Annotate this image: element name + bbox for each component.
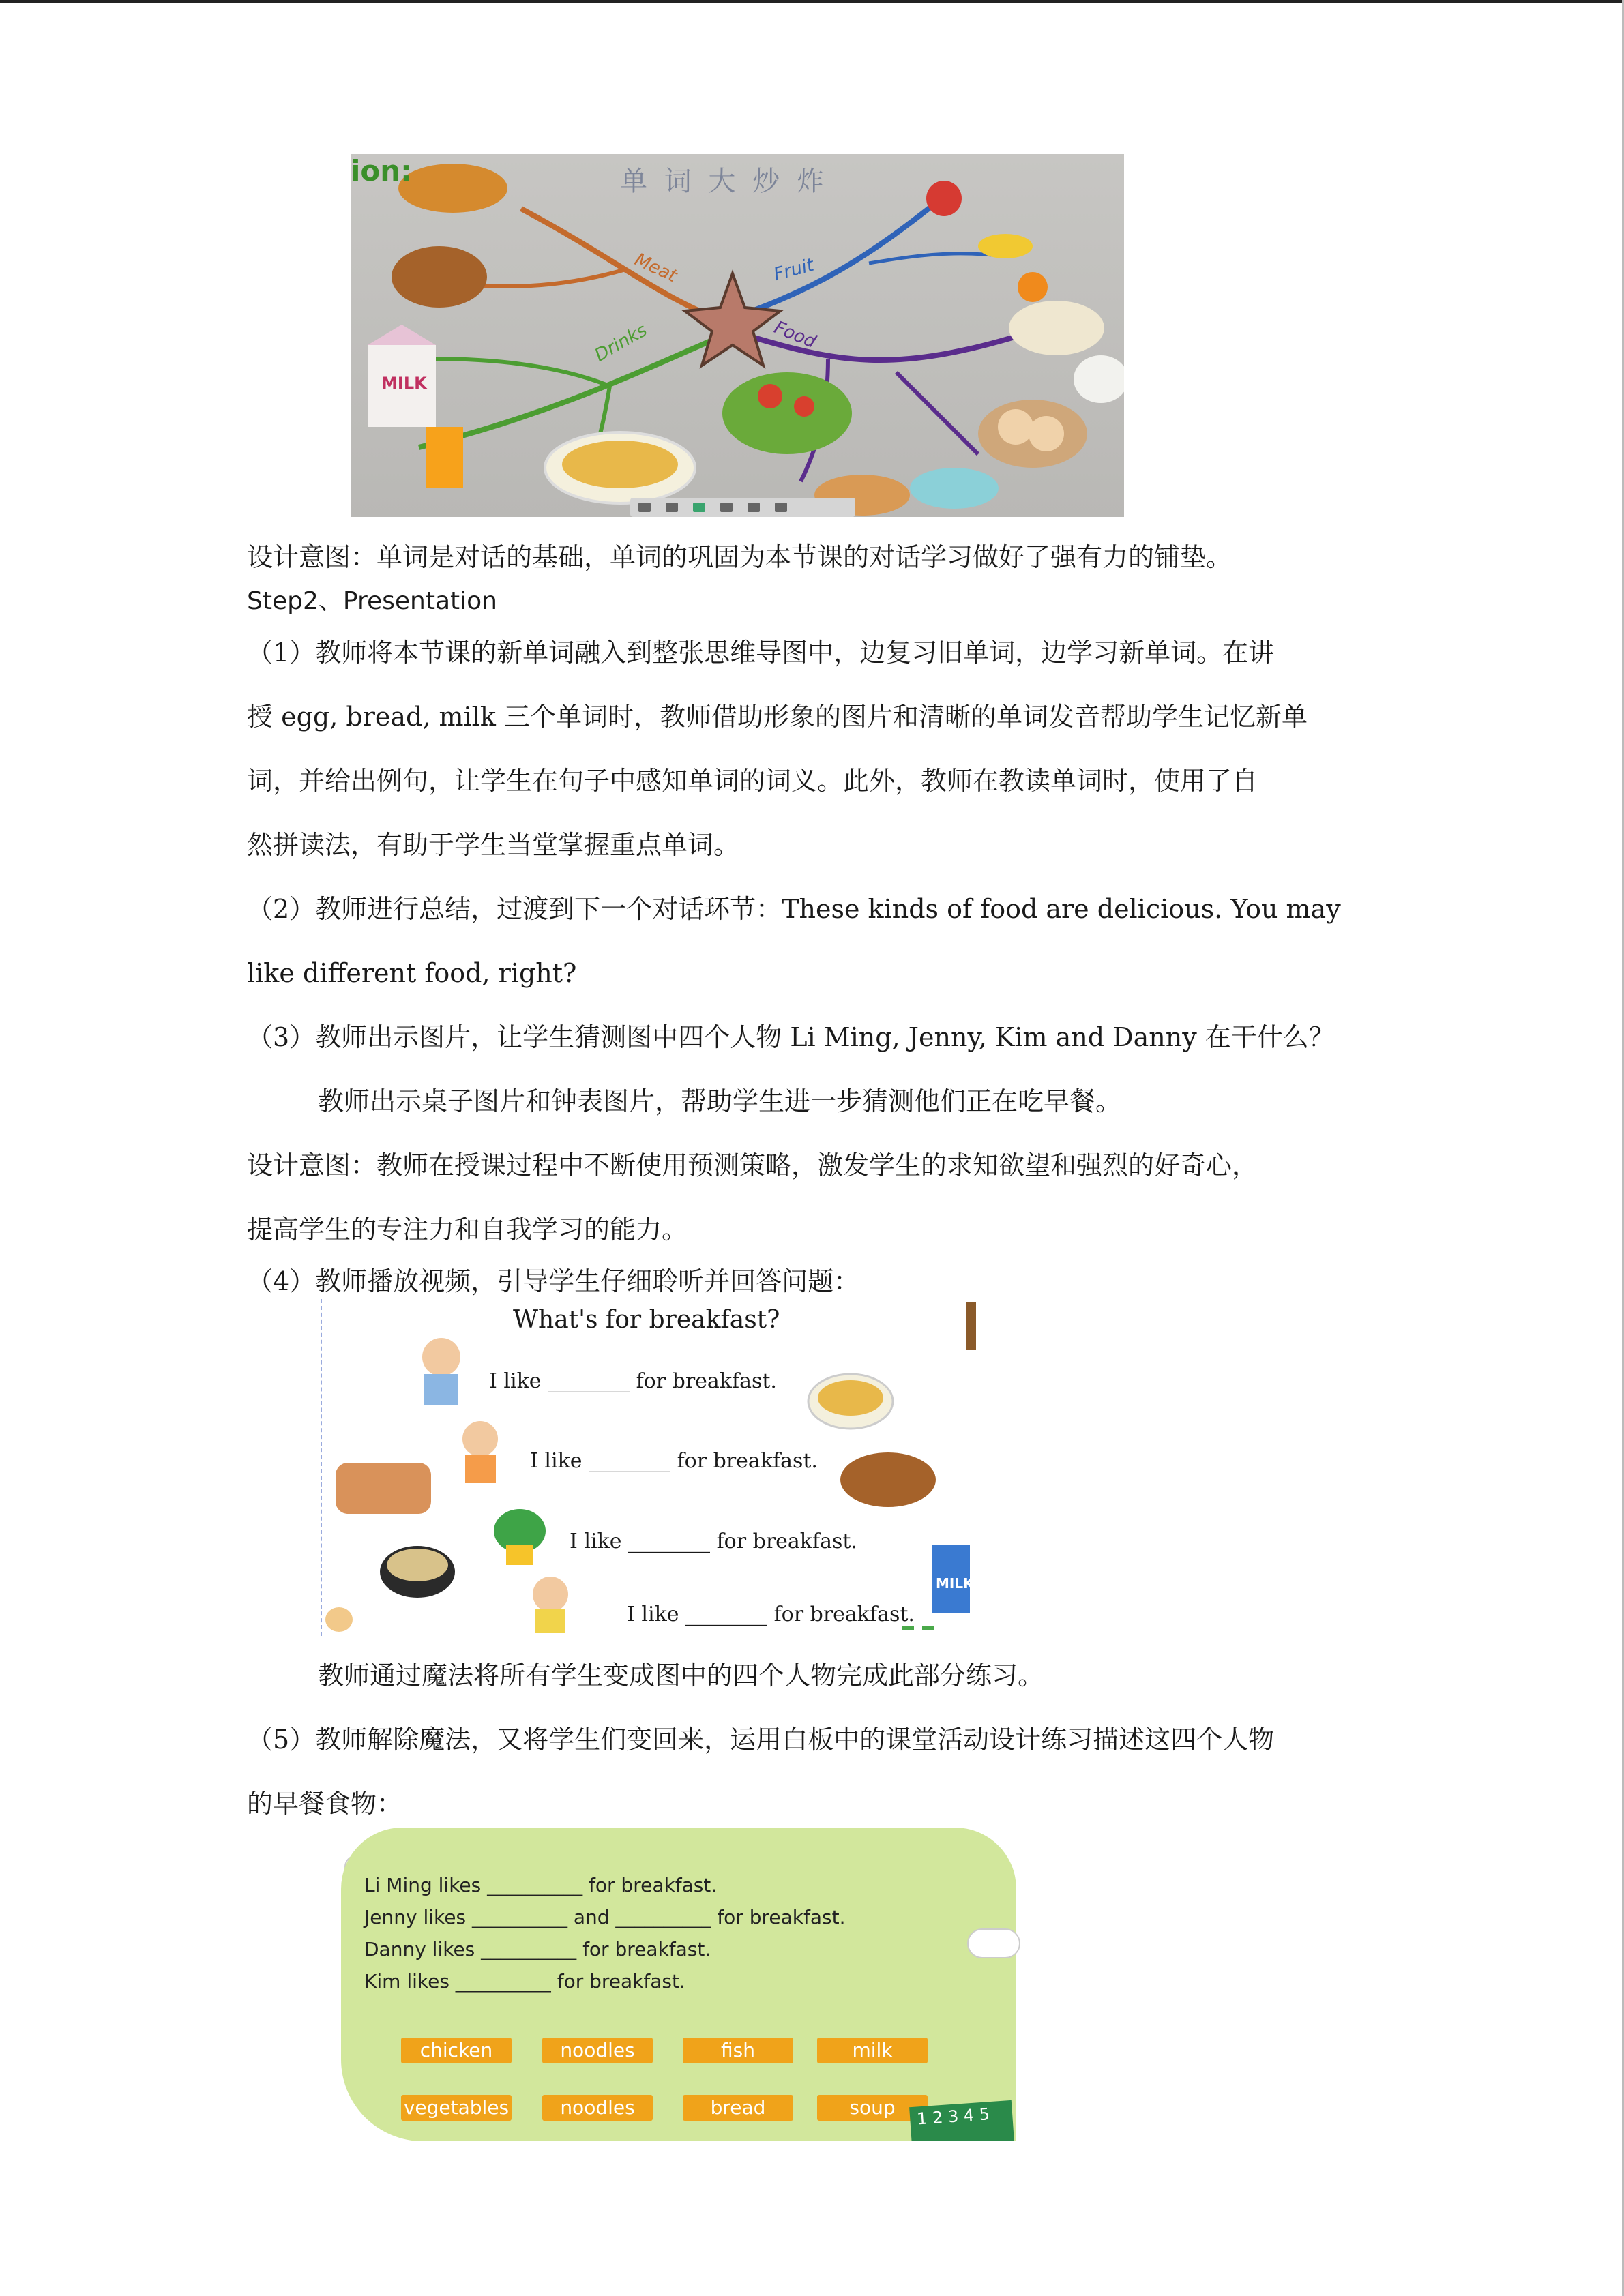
word-chip-soup[interactable]: soup — [817, 2095, 928, 2121]
paragraph-1-line-3: 词，并给出例句，让学生在句子中感知单词的词义。此外，教师在教读单词时，使用了自 — [247, 766, 1258, 796]
paragraph-5-line-1: （5）教师解除魔法，又将学生们变回来，运用白板中的课堂活动设计练习描述这四个人物 — [247, 1725, 1275, 1755]
word-chip-vegetables[interactable]: vegetables — [401, 2095, 512, 2121]
paragraph-2-line-1: （2）教师进行总结，过渡到下一个对话环节：These kinds of food are delicious. You may — [247, 894, 1341, 924]
whiteboard-toolbar[interactable] — [630, 498, 855, 517]
paragraph-3-line-1: （3）教师出示图片，让学生猜测图中四个人物 Li Ming, Jenny, Kim and Danny 在干什么？ — [247, 1022, 1335, 1052]
word-chip-bread[interactable]: bread — [683, 2095, 793, 2121]
undo-tool-icon[interactable] — [748, 503, 760, 512]
breakfast-exercise-image — [321, 1299, 977, 1636]
cloud-decoration — [967, 1928, 1020, 1958]
mindmap-branch-meat: Meat — [631, 249, 680, 287]
paragraph-3-line-2: 教师出示桌子图片和钟表图片，帮助学生进一步猜测他们正在吃早餐。 — [318, 1086, 1122, 1116]
more-tool-icon[interactable] — [775, 503, 787, 512]
design-intent-2-line-1: 设计意图：教师在授课过程中不断使用预测策略，激发学生的求知欲望和强烈的好奇心， — [247, 1150, 1258, 1180]
card-line-4: Kim likes __________ for breakfast. — [364, 1970, 685, 1993]
mindmap-branch-drinks: Drinks — [591, 320, 651, 366]
paragraph-4: （4）教师播放视频，引导学生仔细聆听并回答问题： — [247, 1266, 860, 1296]
design-intent-2-line-2: 提高学生的专注力和自我学习的能力。 — [247, 1214, 688, 1244]
mindmap-branch-food: Food — [771, 317, 819, 353]
paragraph-2-line-2: like different food, right? — [247, 958, 577, 988]
mindmap-corner-text: ion: — [351, 154, 412, 188]
mindmap-branches — [351, 154, 1124, 517]
top-border — [0, 0, 1624, 3]
word-chip-noodles[interactable]: noodles — [542, 2038, 653, 2063]
mindmap-title: 单 词 大 炒 炸 — [620, 166, 828, 197]
paragraph-4-after: 教师通过魔法将所有学生变成图中的四个人物完成此部分练习。 — [318, 1660, 1044, 1690]
mindmap-image — [351, 154, 1124, 517]
breakfast-line-1: I like ________ for breakfast. — [489, 1369, 777, 1393]
paragraph-1-line-1: （1）教师将本节课的新单词融入到整张思维导图中，边复习旧单词，边学习新单词。在讲 — [247, 638, 1275, 668]
mindmap-branch-fruit: Fruit — [771, 254, 816, 286]
word-chip-noodles-2[interactable]: noodles — [542, 2095, 653, 2121]
word-chip-chicken[interactable]: chicken — [401, 2038, 512, 2063]
pointer-tool-icon[interactable] — [638, 503, 651, 512]
card-line-3: Danny likes __________ for breakfast. — [364, 1938, 711, 1960]
word-chip-fish[interactable]: fish — [683, 2038, 793, 2063]
breakfast-milk-label: MILK — [936, 1575, 974, 1592]
breakfast-card-image — [341, 1828, 1016, 2141]
card-line-1: Li Ming likes __________ for breakfast. — [364, 1874, 718, 1896]
word-chip-milk[interactable]: milk — [817, 2038, 928, 2063]
step2-heading: Step2、Presentation — [247, 587, 497, 615]
breakfast-title: What's for breakfast? — [513, 1306, 780, 1334]
breakfast-line-3: I like ________ for breakfast. — [570, 1530, 857, 1553]
eraser-tool-icon[interactable] — [693, 503, 705, 512]
breakfast-line-2: I like ________ for breakfast. — [530, 1449, 818, 1473]
breakfast-line-4: I like ________ for breakfast. — [627, 1602, 915, 1626]
pen-tool-icon[interactable] — [666, 503, 678, 512]
number-board: 1 2 3 4 5 — [909, 2100, 1014, 2141]
design-intent-1: 设计意图：单词是对话的基础，单词的巩固为本节课的对话学习做好了强有力的铺垫。 — [247, 542, 1232, 572]
paragraph-1-line-4: 然拼读法，有助于学生当堂掌握重点单词。 — [247, 830, 740, 860]
card-line-2: Jenny likes __________ and __________ for breakfast. — [364, 1906, 846, 1928]
save-tool-icon[interactable] — [720, 503, 733, 512]
mindmap-milk-label: MILK — [381, 374, 427, 393]
paragraph-5-line-2: 的早餐食物： — [247, 1789, 403, 1819]
paragraph-1-line-2: 授 egg, bread, milk 三个单词时，教师借助形象的图片和清晰的单词发音帮助学生记忆新单 — [247, 702, 1308, 732]
